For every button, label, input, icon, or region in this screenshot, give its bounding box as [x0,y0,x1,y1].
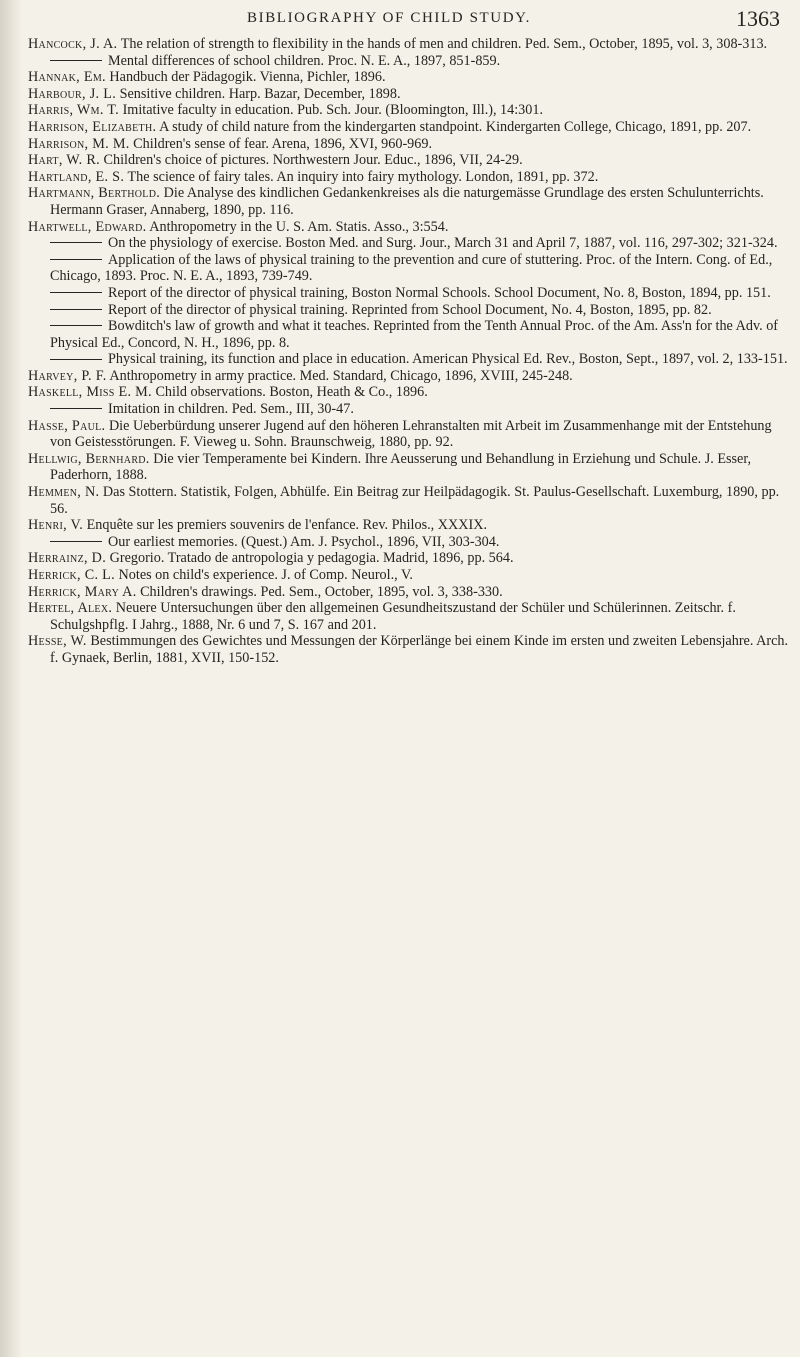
entry-text: On the physiology of exercise. Boston Med. and Surg. Jour., March 31 and April 7, 1887, vol. 116, 297-302; 321-324. [108,235,778,252]
ditto-rule [50,292,102,293]
ditto-rule [50,60,102,61]
entry-author: Hart, W. R. [28,152,100,169]
bibliography-entry [28,517,793,534]
entry-text: Report of the director of physical training, Boston Normal Schools. School Document, No. 8, Boston, 1894, pp. 151. [108,284,771,301]
entry-author: Hertel, Alex. [28,600,113,617]
entry-text: Mental differences of school children. Proc. N. E. A., 1897, 851-859. [108,52,501,69]
entry-text: A study of child nature from the kindergarten standpoint. Kindergarten College, Chicago, 1891, pp. 207. [159,118,752,135]
bibliography-entry [28,69,793,86]
entry-author: Herrick, C. L. [28,567,115,583]
ditto-rule [50,359,102,360]
entry-text: Notes on child's experience. J. of Comp. Neurol., V. [118,567,413,583]
bibliography-entry [28,185,793,218]
ditto-rule [50,408,102,409]
bibliography-entry [28,53,793,70]
entry-text: Bowditch's law of growth and what it teaches. Reprinted from the Tenth Annual Proc. of the Am. Ass'n for the Adv. of Physical Ed., Concord, N. H., 1896, pp. 8. [50,318,779,351]
entry-author: Haskell, Miss E. M. [28,384,152,401]
entry-text: Die vier Temperamente bei Kindern. Ihre Aeusserung und Behandlung in Erziehung und Schule. J. Esser, Paderhorn, 1888. [50,450,752,484]
bibliography-entry [28,219,793,236]
entry-text: Die Analyse des kindlichen Gedankenkreises als die naturgemässe Grundlage des ersten Schulunterrichts. Hermann Graser, Annaberg, 1890, pp. 116. [50,185,764,218]
entry-text: Imitation in children. Ped. Sem., III, 30-47. [108,401,354,418]
ditto-rule [50,309,102,310]
bibliography-entry [28,351,793,368]
entry-author: Harbour, J. L. [28,85,117,102]
bibliography-entry [28,550,793,567]
entry-text: Our earliest memories. (Quest.) Am. J. Psychol., 1896, VII, 303-304. [108,533,500,550]
entry-text: Enquête sur les premiers souvenirs de l'enfance. Rev. Philos., XXXIX. [86,517,487,534]
page-header [0,6,800,30]
bibliography-entry [28,102,793,119]
entry-author: Hasse, Paul. [28,417,106,434]
entry-author: Herrick, Mary A. [28,583,137,600]
entry-text: Children's drawings. Ped. Sem., October, 1895, vol. 3, 338-330. [140,583,503,600]
ditto-rule [50,325,102,326]
entry-text: Child observations. Boston, Heath & Co., 1896. [155,384,428,401]
entry-text: Das Stottern. Statistik, Folgen, Abhülfe. Ein Beitrag zur Heilpädagogik. St. Paulus-Gesellschaft. Luxemburg, 1890, pp. 56. [50,484,780,517]
entry-text: Die Ueberbürdung unserer Jugend auf den höheren Lehranstalten mit Arbeit im Zusammenhange mit der Entstehung von Geistesstörungen. F. Vieweg u. Sohn. Braunschweig, 1880, pp. 92. [50,417,772,451]
entry-author: Hartwell, Edward. [28,218,147,235]
bibliography-entry [28,633,793,666]
entry-author: Hannak, Em. [28,69,106,86]
entry-text: Handbuch der Pädagogik. Vienna, Pichler, 1896. [109,69,386,86]
entry-author: Harrison, Elizabeth. [28,118,157,135]
entry-author: Hellwig, Bernhard. [28,450,150,467]
bibliography-entry [28,86,793,103]
bibliography-list [28,36,793,667]
bibliography-entry [28,600,793,633]
ditto-rule [50,259,102,260]
bibliography-entry [28,318,793,351]
entry-author: Harvey, P. F. [28,367,107,384]
entry-text: Anthropometry in the U. S. Am. Statis. Asso., 3:554. [149,218,449,235]
page-number: 1363 [736,6,780,31]
entry-author: Harrison, M. M. [28,135,130,152]
entry-text: Application of the laws of physical training to the prevention and cure of stuttering. Proc. of the Intern. Cong. of Ed., Chicago, 1893. Proc. N. E. A., 1893, 739-749. [50,251,773,285]
bibliography-entry [28,567,793,584]
bibliography-entry [28,584,793,601]
bibliography-entry [28,534,793,551]
bibliography-entry [28,451,793,484]
bibliography-entry [28,302,793,319]
bibliography-entry [28,152,793,169]
entry-text: Report of the director of physical training. Reprinted from School Document, No. 4, Boston, 1895, pp. 82. [108,301,712,318]
ditto-rule [50,242,102,243]
entry-author: Hartland, E. S. [28,168,125,185]
entry-text: Children's choice of pictures. Northwestern Jour. Educ., 1896, VII, 24-29. [103,152,523,169]
bibliography-entry [28,401,793,418]
bibliography-entry [28,235,793,252]
bibliography-entry [28,36,793,53]
entry-author: Hemmen, N. [28,484,100,501]
entry-text: Children's sense of fear. Arena, 1896, XVI, 960-969. [133,135,433,152]
entry-author: Herrainz, D. [28,550,107,567]
entry-text: The science of fairy tales. An inquiry into fairy mythology. London, 1891, pp. 372. [127,168,599,185]
entry-author: Hartmann, Berthold. [28,185,161,202]
bibliography-entry [28,285,793,302]
bibliography-entry [28,252,793,285]
entry-text: The relation of strength to flexibility in the hands of men and children. Ped. Sem., October, 1895, vol. 3, 308-313. [120,36,768,52]
bibliography-entry [28,368,793,385]
bibliography-entry [28,169,793,186]
entry-text: Anthropometry in army practice. Med. Standard, Chicago, 1896, XVIII, 245-248. [109,367,573,384]
entry-text: Sensitive children. Harp. Bazar, December, 1898. [119,85,401,102]
bibliography-entry [28,384,793,401]
entry-text: Gregorio. Tratado de antropologia y pedagogia. Madrid, 1896, pp. 564. [109,550,514,567]
entry-author: Henri, V. [28,517,84,534]
entry-author: Harris, Wm. T. [28,102,120,119]
entry-text: Imitative faculty in education. Pub. Sch. Jour. (Bloomington, Ill.), 14:301. [122,102,544,119]
bibliography-entry [28,418,793,451]
running-head: BIBLIOGRAPHY OF CHILD STUDY. [247,10,531,26]
entry-text: Bestimmungen des Gewichtes und Messungen der Körperlänge bei einem Kinde im ersten und zweiten Lebensjahre. Arch. f. Gynaek, Berlin, 1881, XVII, 150-152. [50,633,789,666]
entry-author: Hesse, W. [28,633,87,650]
bibliography-entry [28,136,793,153]
ditto-rule [50,541,102,542]
bibliography-entry [28,484,793,517]
entry-text: Physical training, its function and place in education. American Physical Ed. Rev., Boston, Sept., 1897, vol. 2, 133-151. [108,351,788,368]
entry-text: Neuere Untersuchungen über den allgemeinen Gesundheitszustand der Schüler und Schülerinnen. Zeitschr. f. Schulgshpflg. I Jahrg., 1888, Nr. 6 und 7, S. 167 and 201. [50,600,736,633]
entry-author: Hancock, J. A. [28,36,118,52]
bibliography-entry [28,119,793,136]
page-gutter-shadow [0,0,22,1357]
